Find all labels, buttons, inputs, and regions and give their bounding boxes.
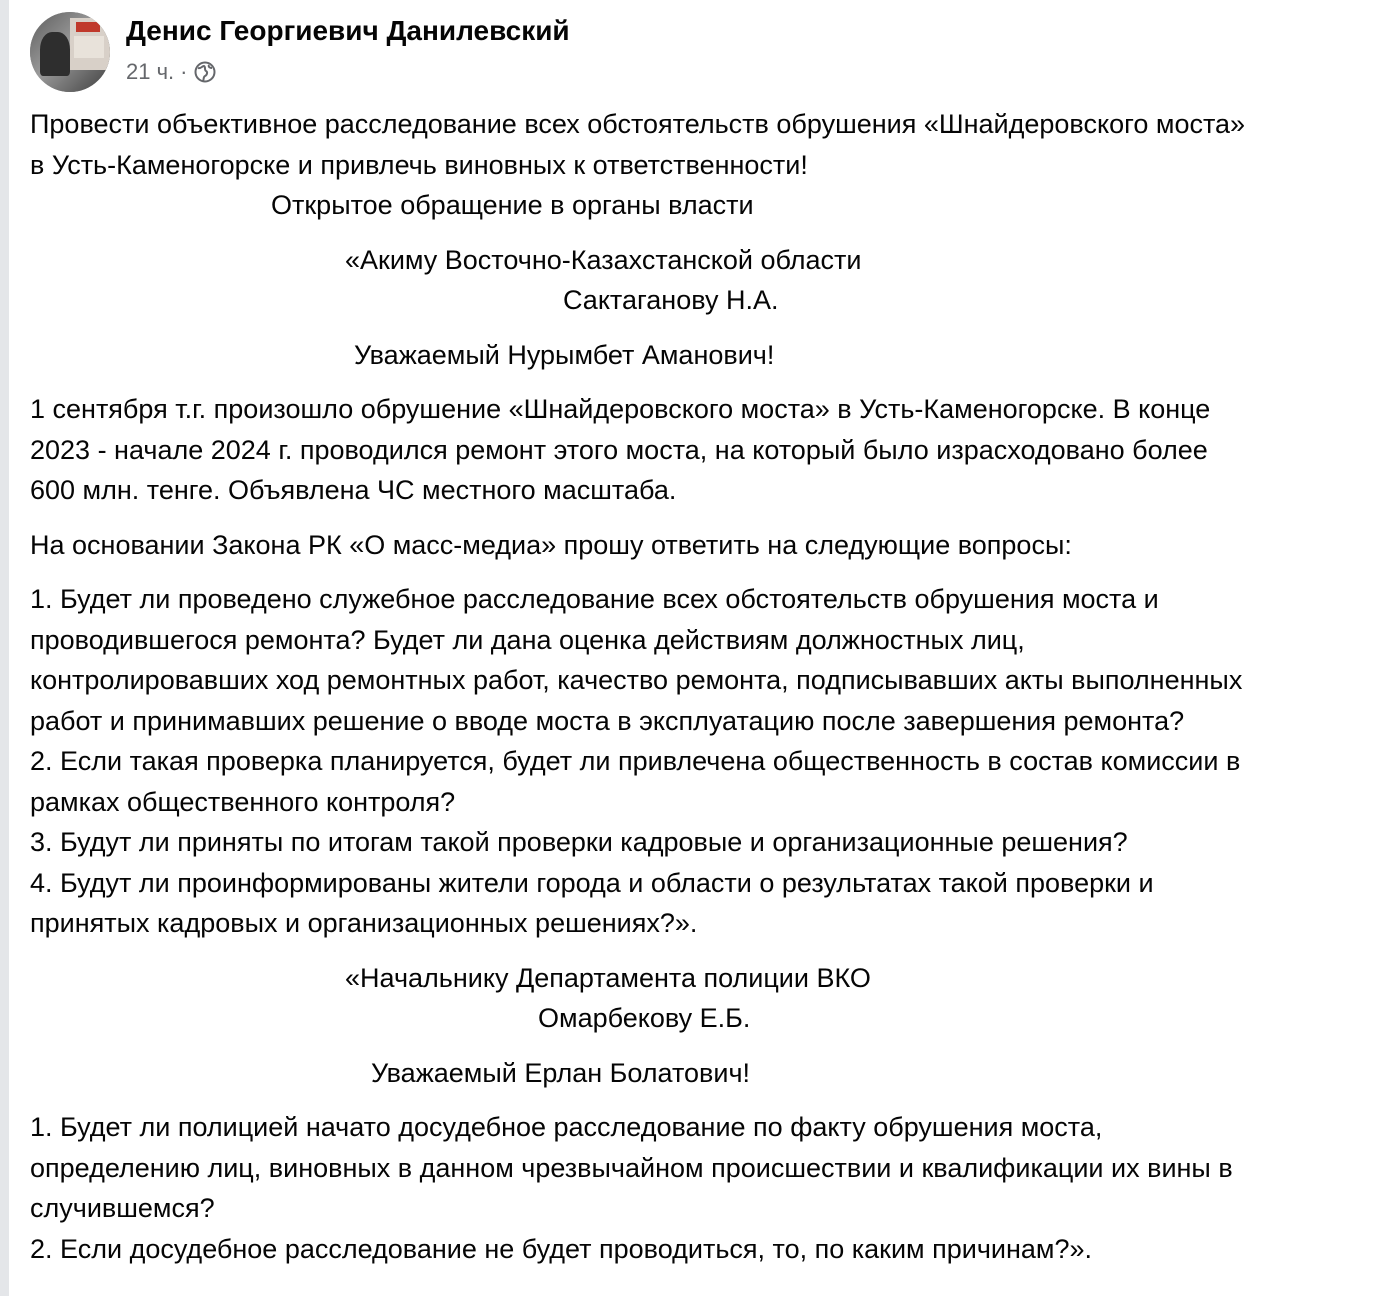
post-meta [126,56,216,88]
post-title-line: в Усть-Каменогорске и привлечь виновных к ответственности! [30,149,808,180]
letter1-question-line: 4. Будут ли проинформированы жители города и области о результатах такой проверки и [30,867,1154,898]
letter2-question-line: 1. Будет ли полицией начато досудебное расследование по факту обрушения моста, [30,1112,1103,1142]
letter2-greeting: Уважаемый Ерлан Болатович! [371,1057,751,1088]
letter1-recipient-name: Сактаганову Н.А. [563,285,779,315]
letter1-intro-line: 2023 - начале 2024 г. проводился ремонт этого моста, на который было израсходовано более [30,434,1208,465]
post-header [30,0,1398,104]
letter1-intro-line: 1 сентября т.г. произошло обрушение «Шнайдеровского моста» в Усть-Каменогорске. В конце [30,394,1211,424]
letter1-intro-line: 600 млн. тенге. Объявлена ЧС местного масштаба. [30,475,677,505]
author-name[interactable]: Денис Георгиевич Данилевский [126,15,570,46]
letter2-recipient-name: Омарбекову Е.Б. [538,1003,751,1033]
letter1-question-line: работ и принимавших решение о вводе моста в эксплуатацию после завершения ремонта? [30,705,1185,736]
letter1-question-line: 1. Будет ли проведено служебное расследование всех обстоятельств обрушения моста и [30,584,1159,614]
facebook-post [30,0,1398,1269]
letter1-question-line: принятых кадровых и организационных решениях?». [30,908,698,938]
appeal-heading: Открытое обращение в органы власти [271,190,754,220]
letter2-question-line: 2. Если досудебное расследование не будет проводиться, то, по каким причинам?». [30,1233,1093,1264]
letter1-question-line: 2. Если такая проверка планируется, будет ли привлечена общественность в состав комиссии в [30,746,1241,776]
post-title-line: Провести объективное расследование всех обстоятельств обрушения «Шнайдеровского моста» [30,109,1246,139]
letter1-question-line: 3. Будут ли приняты по итогам такой проверки кадровые и организационные решения? [30,827,1128,857]
letter1-question-line: контролировавших ход ремонтных работ, качество ремонта, подписывавших акты выполненных [30,665,1243,695]
letter2-question-line: определению лиц, виновных в данном чрезвычайном происшествии и квалификации их вины в [30,1152,1233,1183]
globe-icon[interactable] [194,61,216,83]
left-page-edge [0,0,9,1296]
letter1-greeting: Уважаемый Нурымбет Аманович! [354,339,775,370]
author-avatar[interactable] [30,12,110,92]
letter2-question-line: случившемся? [30,1193,215,1223]
letter1-question-line: проводившегося ремонта? Будет ли дана оценка действиям должностных лиц, [30,624,1025,655]
meta-separator: · [180,59,188,84]
letter1-question-line: рамках общественного контроля? [30,786,456,817]
letter1-request: На основании Закона РК «О масс-медиа» прошу ответить на следующие вопросы: [30,529,1072,560]
letter2-recipient: «Начальнику Департамента полиции ВКО [345,962,871,993]
letter1-recipient: «Акиму Восточно-Казахстанской области [345,244,862,275]
post-body [30,104,1398,1269]
post-timestamp[interactable]: 21 ч. [126,59,175,84]
